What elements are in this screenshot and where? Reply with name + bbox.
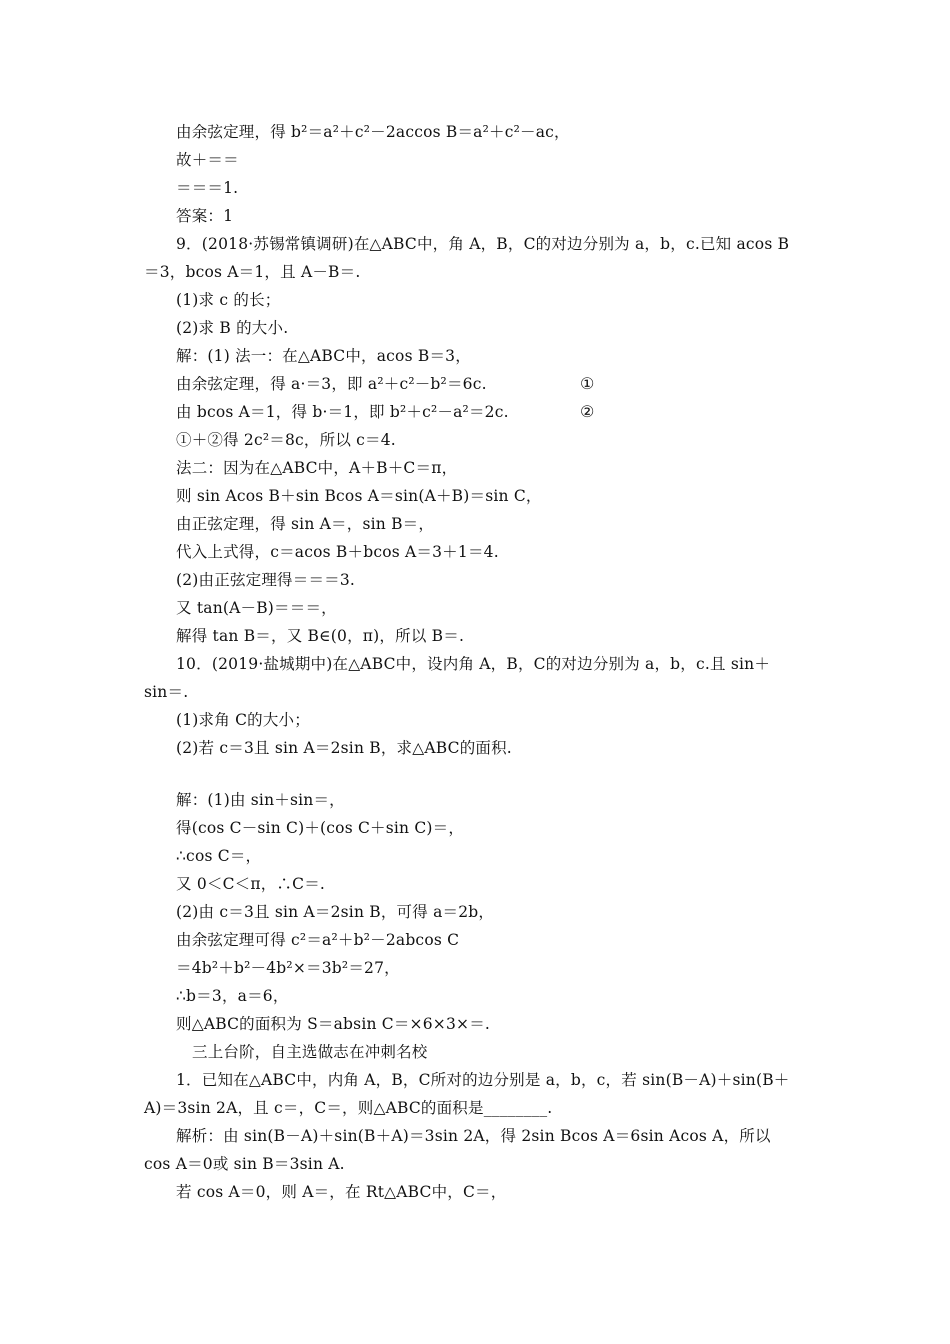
text-line: (2)由 c＝3且 sin A＝2sin B，可得 a＝2b， [176,903,495,921]
text-line: (2)求 B 的大小. [176,319,289,337]
text-line: 故＋＝＝ [176,151,239,169]
text-line: 解：(1) 法一：在△ABC中，acos B＝3， [176,347,471,365]
problem-1-statement: 1．已知在△ABC中，内角 A，B，C所对的边分别是 a，b，c，若 sin(B－A)＋sin(B＋ [176,1071,790,1089]
text-line: A)＝3sin 2A，且 c＝，C＝，则△ABC的面积是________. [144,1099,553,1117]
text-line: 由正弦定理，得 sin A＝，sin B＝， [176,515,435,533]
text-line: 法二：因为在△ABC中，A＋B＋C＝π， [176,459,458,477]
text-line: sin＝. [144,683,189,701]
text-line: 又 tan(A－B)＝＝＝， [176,599,337,617]
text-line: ∴b＝3，a＝6， [176,987,289,1005]
text-line: 又 0＜C＜π，∴C＝. [176,875,326,893]
problem-9-statement: 9．(2018·苏锡常镇调研)在△ABC中，角 A，B，C的对边分别为 a，b，c.已知 acos B [176,235,790,253]
text-line: 由余弦定理可得 c²＝a²＋b²－2abcos C [176,931,460,949]
text-line: ＝3，bcos A＝1，且 A－B＝. [144,263,361,281]
text-line: 若 cos A＝0，则 A＝，在 Rt△ABC中，C＝， [176,1183,507,1201]
text-line: ∴cos C＝， [176,847,262,865]
equation-marker-1: ① [580,374,595,393]
text-line: 代入上式得，c＝acos B＋bcos A＝3＋1＝4. [176,543,499,561]
text-line: ①＋②得 2c²＝8c，所以 c＝4. [176,431,396,449]
text-line: cos A＝0或 sin B＝3sin A. [144,1155,345,1173]
text-line: 解析：由 sin(B－A)＋sin(B＋A)＝3sin 2A，得 2sin Bcos A＝6sin Acos A，所以 [176,1127,771,1145]
text-line: 解：(1)由 sin＋sin＝， [176,791,345,809]
text-line: (1)求 c 的长； [176,291,281,309]
text-line: 由 bcos A＝1，得 b·＝1，即 b²＋c²－a²＝2c. [176,403,509,421]
text-line: 由余弦定理，得 b²＝a²＋c²－2accos B＝a²＋c²－ac， [176,123,570,141]
text-line: (2)若 c＝3且 sin A＝2sin B，求△ABC的面积. [176,739,512,757]
text-line: 则 sin Acos B＋sin Bcos A＝sin(A＋B)＝sin C， [176,487,542,505]
text-line: 解得 tan B＝，又 B∈(0，π)，所以 B＝. [176,627,465,645]
text-line: (2)由正弦定理得＝＝＝3. [176,571,356,589]
text-line: 则△ABC的面积为 S＝absin C＝×6×3×＝. [176,1015,491,1033]
text-line: 得(cos C－sin C)＋(cos C＋sin C)＝， [176,819,465,837]
problem-10-statement: 10．(2019·盐城期中)在△ABC中，设内角 A，B，C的对边分别为 a，b，c.且 sin＋ [176,655,771,673]
text-line: ＝4b²＋b²－4b²×＝3b²＝27， [176,959,400,977]
text-line: 由余弦定理，得 a·＝3，即 a²＋c²－b²＝6c. [176,375,487,393]
text-line: 答案：1 [176,207,234,225]
text-line: (1)求角 C的大小； [176,711,310,729]
section-heading: 三上台阶，自主选做志在冲刺名校 [192,1043,428,1061]
text-line: ＝＝＝1. [176,179,239,197]
equation-marker-2: ② [580,402,595,421]
